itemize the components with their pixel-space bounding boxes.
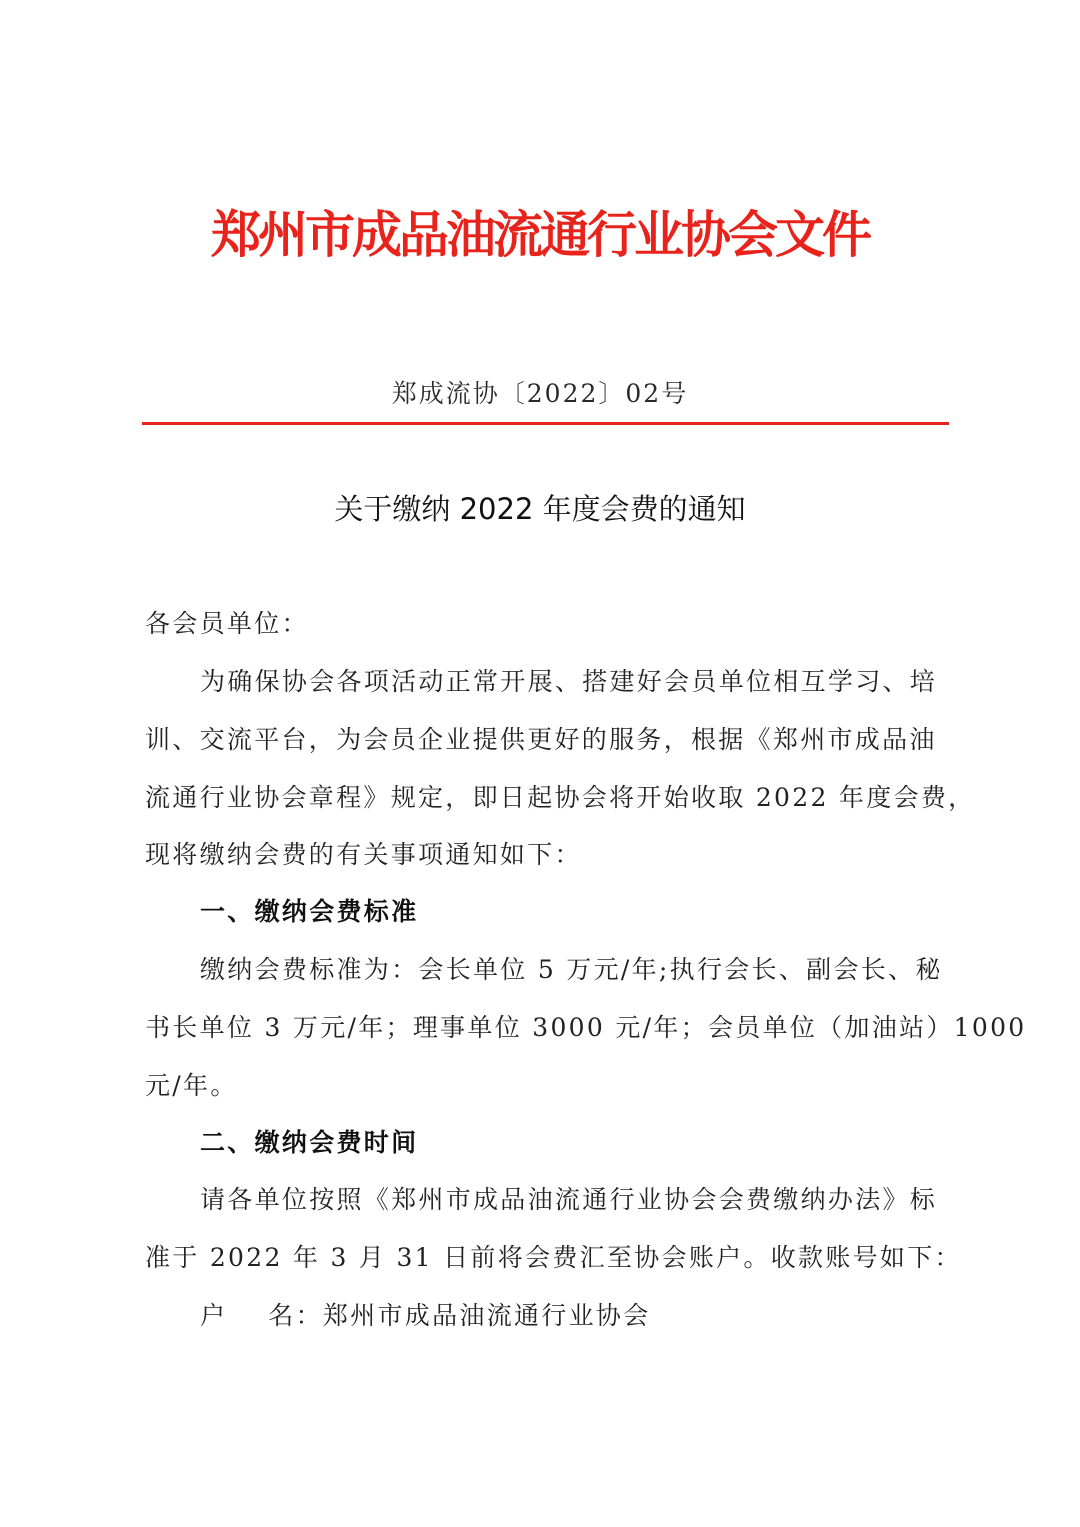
paragraph-line: 缴纳会费标准为：会长单位 5 万元/年;执行会长、副会长、秘 <box>200 955 943 984</box>
paragraph-line: 准于 2022 年 3 月 31 日前将会费汇至协会账户。收款账号如下： <box>145 1243 962 1272</box>
account-name-line: 户 名：郑州市成品油流通行业协会 <box>200 1301 651 1330</box>
red-divider-line <box>142 422 949 425</box>
section-heading: 一、缴纳会费标准 <box>200 897 419 926</box>
paragraph-line: 流通行业协会章程》规定，即日起协会将开始收取 2022 年度会费， <box>145 783 976 812</box>
notice-title: 关于缴纳 2022 年度会费的通知 <box>334 492 746 526</box>
paragraph-line: 元/年。 <box>145 1071 238 1100</box>
paragraph-line: 训、交流平台，为会员企业提供更好的服务，根据《郑州市成品油 <box>145 725 937 754</box>
document-number: 郑成流协〔2022〕02号 <box>391 379 689 408</box>
document-header-title: 郑州市成品油流通行业协会文件 <box>211 206 869 264</box>
paragraph-line: 为确保协会各项活动正常开展、搭建好会员单位相互学习、培 <box>200 667 938 696</box>
salutation: 各会员单位： <box>145 609 309 638</box>
section-heading: 二、缴纳会费时间 <box>200 1128 419 1157</box>
paragraph-line: 现将缴纳会费的有关事项通知如下： <box>145 840 582 869</box>
paragraph-line: 请各单位按照《郑州市成品油流通行业协会会费缴纳办法》标 <box>200 1185 938 1214</box>
paragraph-line: 书长单位 3 万元/年；理事单位 3000 元/年；会员单位（加油站）1000 <box>145 1013 1027 1042</box>
